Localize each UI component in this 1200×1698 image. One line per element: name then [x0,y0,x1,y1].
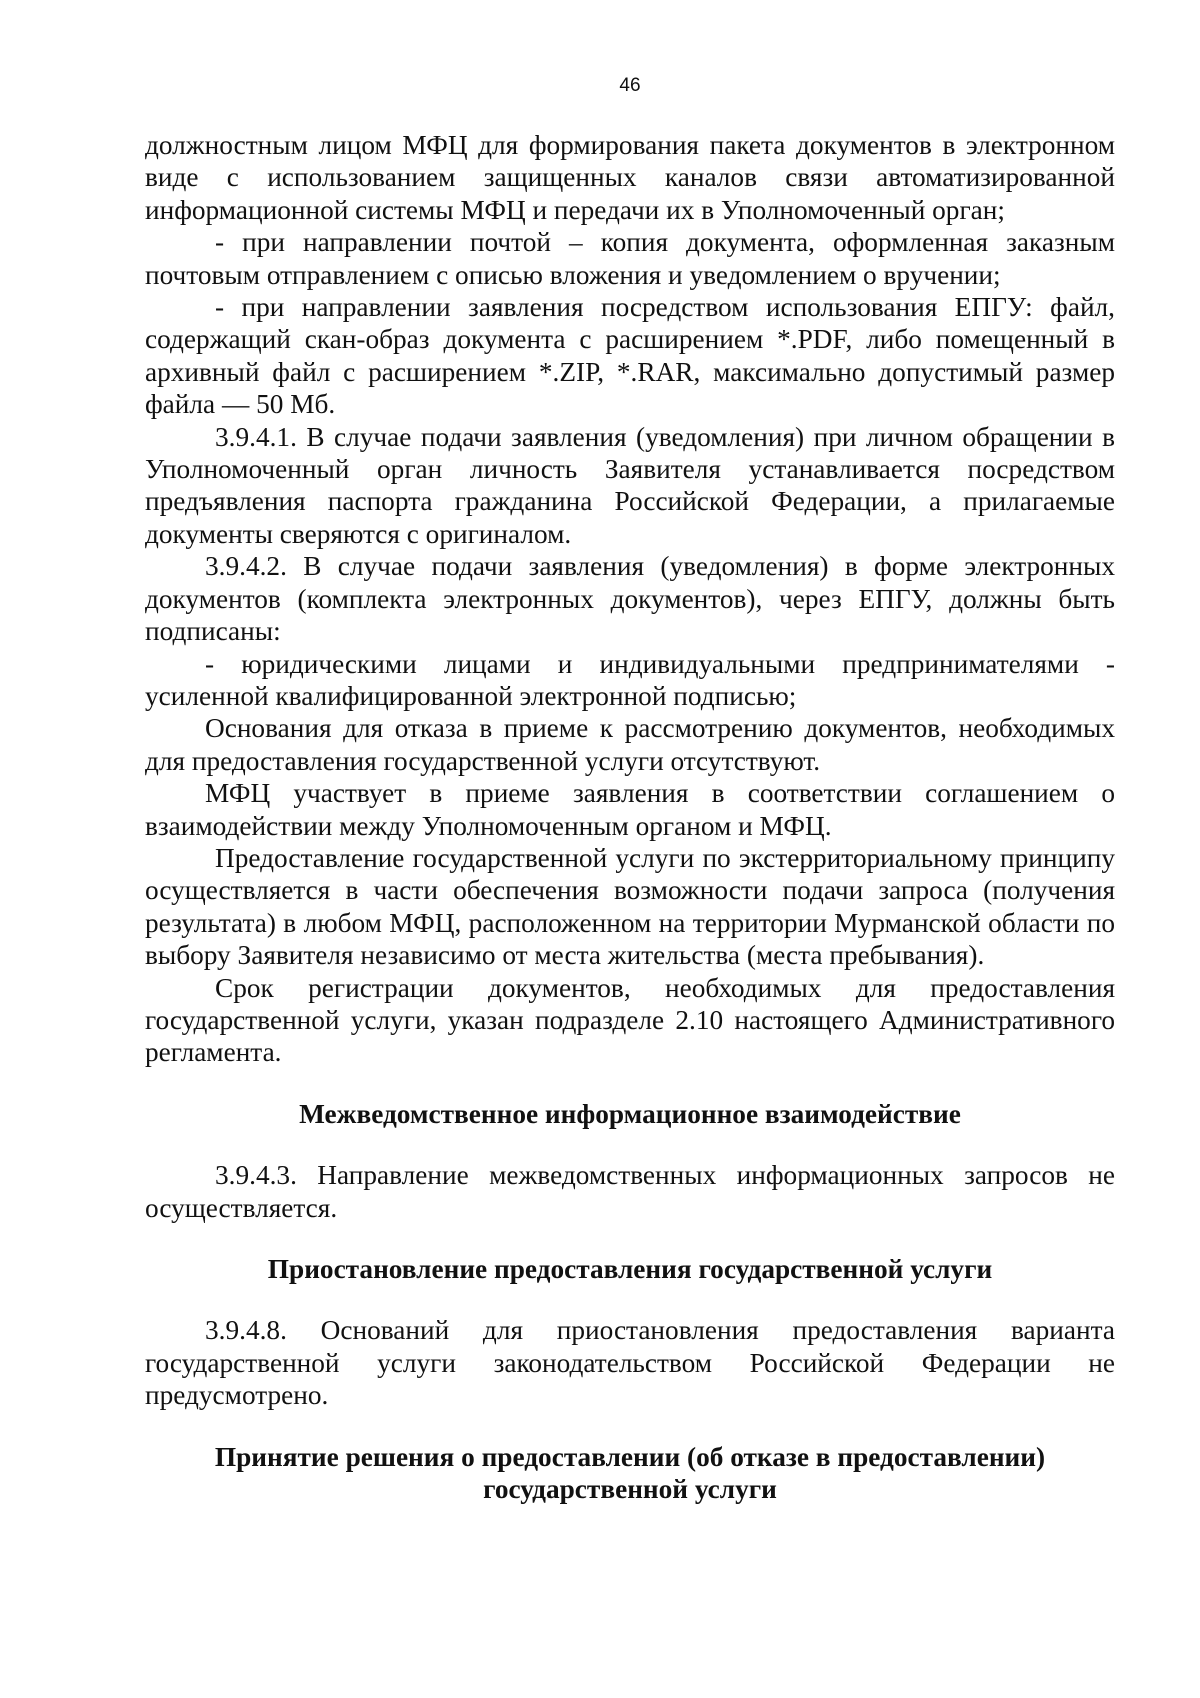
paragraph-no-refusal-grounds: Основания для отказа в приеме к рассмотрению документов, необходимых для предоставления государственной услуги отсутствуют. [145,713,1115,776]
paragraph-3-9-4-8: 3.9.4.8. Оснований для приостановления предоставления варианта государственной услуги законодательством Российской Федерации не предусмотрено. [145,1315,1115,1411]
paragraph-postal-copy: - при направлении почтой – копия документа, оформленная заказным почтовым отправлением с описью вложения и уведомлением о вручении; [145,227,1115,290]
document-body [145,129,1115,1505]
paragraph-mfc-electronic-package: должностным лицом МФЦ для формирования пакета документов в электронном виде с использованием защищенных каналов связи автоматизированной информационной системы МФЦ и передачи их в Уполномоченный орган; [145,130,1115,225]
paragraph-epgu-file: - при направлении заявления посредством использования ЕПГУ: файл, содержащий скан-образ документа с расширением *.PDF, либо помещенный в архивный файл с расширением *.ZIP, *.RAR, максимально допустимый размер файла — 50 Мб. [145,292,1115,420]
heading-interagency: Межведомственное информационное взаимодействие [299,1098,961,1129]
paragraph-3-9-4-3: 3.9.4.3. Направление межведомственных информационных запросов не осуществляется. [145,1160,1115,1223]
page-number: 46 [619,75,641,96]
paragraph-extraterritorial: Предоставление государственной услуги по экстерриториальному принципу осуществляется в части обеспечения возможности подачи запроса (получения результата) в любом МФЦ, расположенном на территории Мурманской области по выбору Заявителя независимо от места жительства (места пребывания). [145,842,1115,971]
paragraph-3-9-4-1: 3.9.4.1. В случае подачи заявления (уведомления) при личном обращении в Уполномоченный орган личность Заявителя устанавливается посредством предъявления паспорта гражданина Российской Федерации, а прилагаемые документы сверяются с оригиналом. [145,421,1115,549]
heading-suspension: Приостановление предоставления государственной услуги [267,1254,993,1284]
heading-decision-line1: Принятие решения о предоставлении (об отказе в предоставлении) [214,1441,1046,1472]
paragraph-mfc-participation: МФЦ участвует в приеме заявления в соответствии соглашением о взаимодействии между Уполномоченным органом и МФЦ. [145,778,1115,841]
paragraph-registration-term: Срок регистрации документов, необходимых для предоставления государственной услуги, указан подразделе 2.10 настоящего Административного регламента. [145,972,1115,1068]
paragraph-3-9-4-2: 3.9.4.2. В случае подачи заявления (уведомления) в форме электронных документов (комплекта электронных документов), через ЕПГУ, должны быть подписаны: [145,551,1115,647]
paragraph-legal-entities-signature: - юридическими лицами и индивидуальными предпринимателями - усиленной квалифицированной электронной подписью; [145,648,1115,711]
heading-decision-line2: государственной услуги [483,1474,777,1505]
